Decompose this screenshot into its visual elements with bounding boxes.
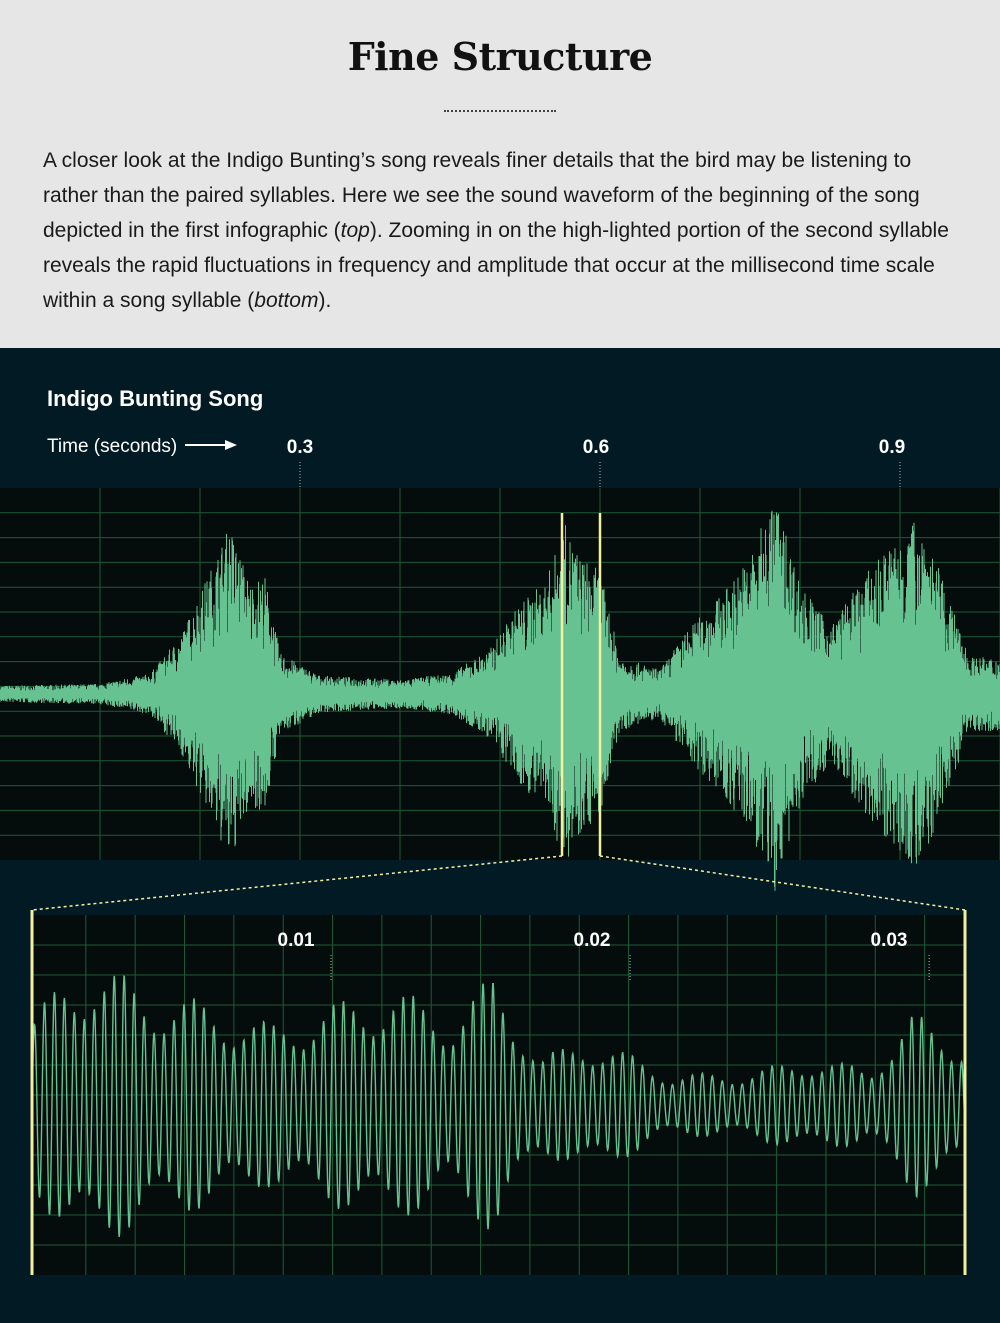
intro-text: ). [318,289,332,312]
top-axis-label-text: Time (seconds) [47,436,178,458]
intro-text-bottom: bottom [254,289,319,312]
intro-text-top: top [340,219,370,242]
top-tick-label: 0.9 [878,437,906,458]
bottom-tick-label: 0.02 [573,930,611,951]
chart-title: Indigo Bunting Song [47,386,264,411]
zoom-connector-left [32,856,562,910]
zoom-connector-right [600,856,965,910]
bottom-tick-label: 0.03 [870,930,908,951]
top-tick-label: 0.3 [286,437,314,458]
intro-text: ). Zooming in on the high-lighted portion of the second syllable reveals the rapid fluctuations in frequency and amplitude that occur at the millisecond time scale within a song syllable ( [43,219,949,312]
top-tick-label: 0.6 [582,437,610,458]
page-title: Fine Structure [347,34,653,79]
intro-text: A closer look at the Indigo Bunting’s song reveals finer details that the bird may be listening to rather than the paired syllables. Here we see the sound waveform of the beginning of the song depicted in the first infographic ( [43,149,920,242]
bottom-tick-label: 0.01 [277,930,315,951]
